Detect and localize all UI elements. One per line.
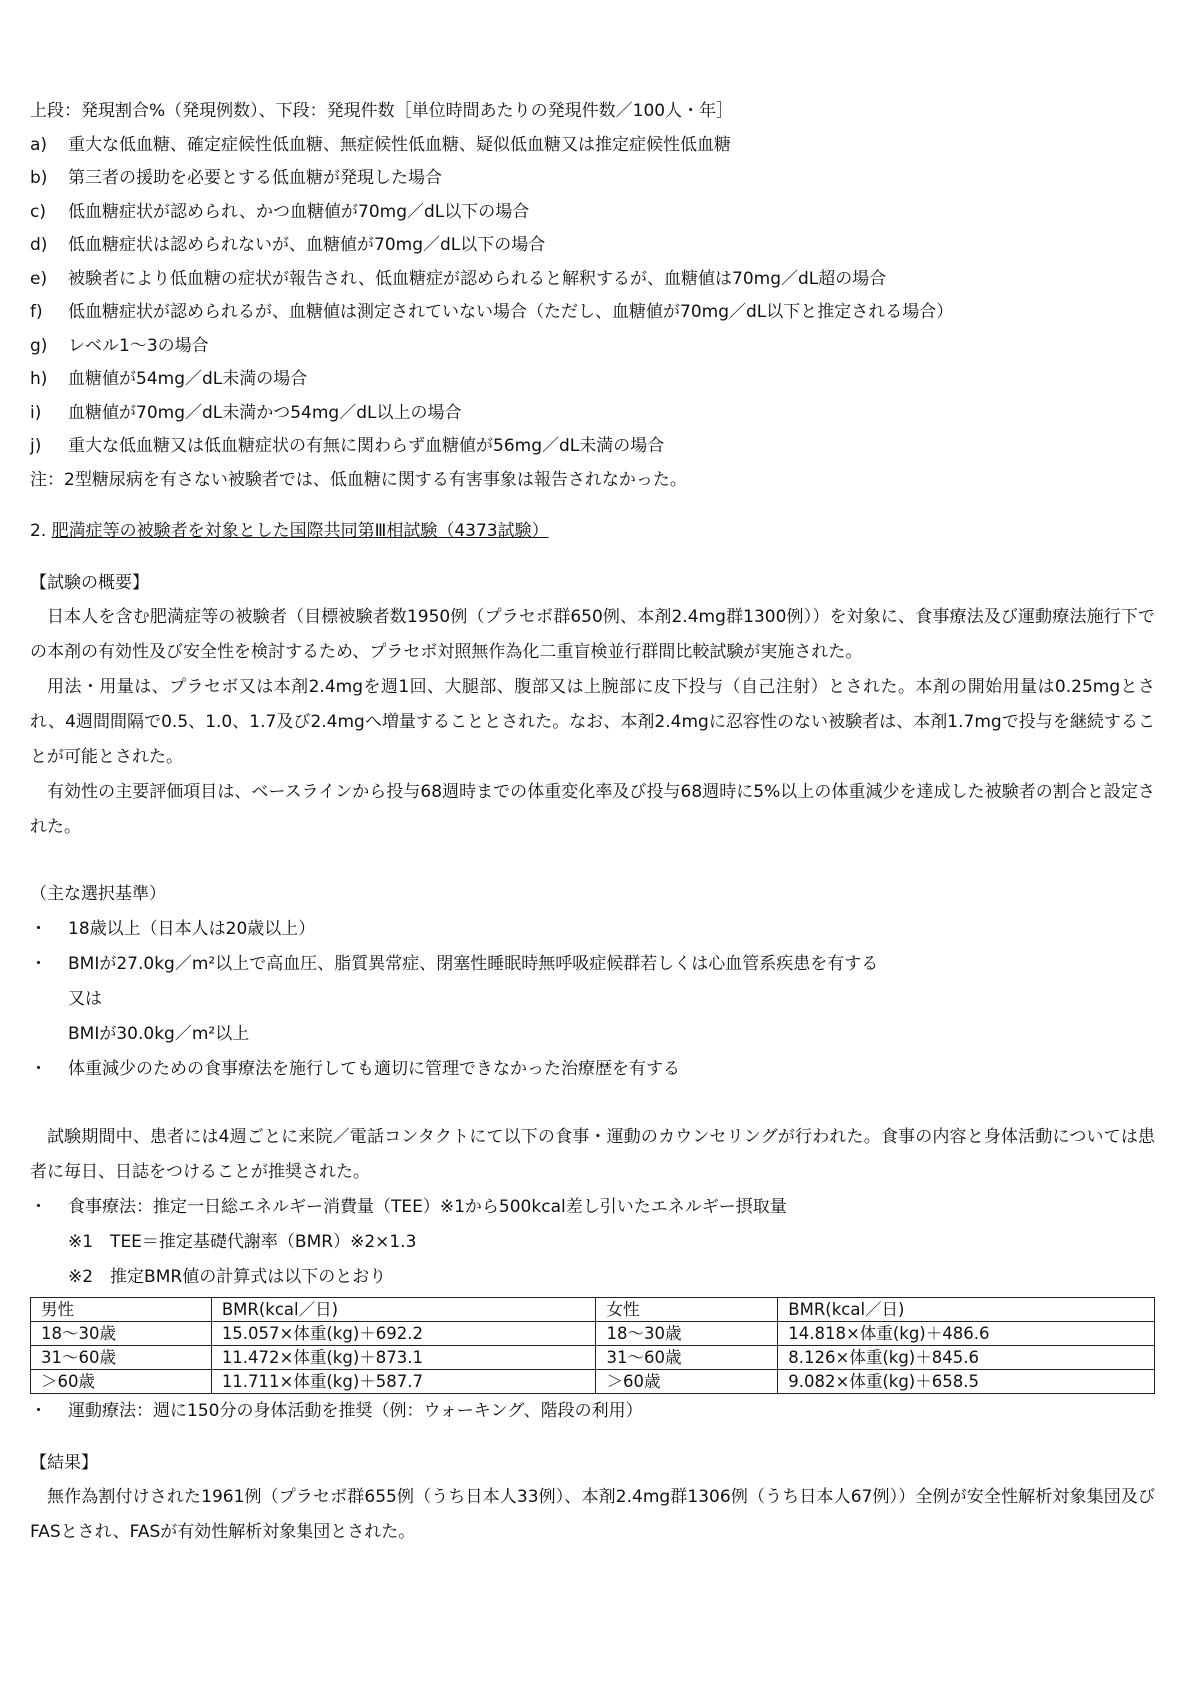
criteria-text: 体重減少のための食事療法を施行しても適切に管理できなかった治療歴を有する xyxy=(68,1058,680,1079)
table-header-cell: BMR(kcal／日) xyxy=(778,1297,1155,1321)
criteria-item xyxy=(30,912,1155,947)
bullet-mark: ・ xyxy=(30,918,47,939)
table-cell: 31～60歳 xyxy=(31,1345,212,1369)
note-mark: d) xyxy=(30,235,48,255)
bullet-mark: ・ xyxy=(30,1400,47,1421)
criteria-heading: （主な選択基準） xyxy=(30,884,166,904)
note-text: 低血糖症状が認められ、かつ血糖値が70mg／dL以下の場合 xyxy=(68,201,530,222)
bmr-table xyxy=(30,1297,1155,1394)
table-cell: 18～30歳 xyxy=(31,1321,212,1345)
criteria-alt: BMIが30.0kg／m²以上 xyxy=(68,1023,250,1044)
criteria-or: 又は xyxy=(68,988,102,1009)
diet-item xyxy=(30,1190,1155,1225)
note-text: 重大な低血糖、確定症候性低血糖、無症候性低血糖、疑似低血糖又は推定症候性低血糖 xyxy=(68,134,731,155)
criteria-text: 18歳以上（日本人は20歳以上） xyxy=(68,918,316,939)
overview-paragraph: 日本人を含む肥満症等の被験者（目標被験者数1950例（プラセボ群650例、本剤2.4mg群1300例））を対象に、食事療法及び運動療法施行下での本剤の有効性及び安全性を検討するため、プラセボ対照無作為化二重盲検並行群間比較試験が実施された。 xyxy=(30,607,1156,662)
note-mark: e) xyxy=(30,268,48,289)
note-mark: a) xyxy=(30,134,48,155)
tee-note: ※1 TEE＝推定基礎代謝率（BMR）※2×1.3 xyxy=(68,1231,417,1252)
note-mark: f) xyxy=(30,302,43,322)
section-title: 肥満症等の被験者を対象とした国際共同第Ⅲ相試験（4373試験） xyxy=(51,521,549,541)
overview-paragraph: 有効性の主要評価項目は、ベースラインから投与68週時までの体重変化率及び投与68週時に5%以上の体重減少を達成した被験者の割合と設定された。 xyxy=(30,782,1155,837)
bmr-note: ※2 推定BMR値の計算式は以下のとおり xyxy=(68,1266,387,1287)
bullet-mark: ・ xyxy=(30,953,47,974)
section-number: 2. xyxy=(30,521,47,541)
table-cell: 15.057×体重(kg)＋692.2 xyxy=(211,1321,596,1345)
note-text: 第三者の援助を必要とする低血糖が発現した場合 xyxy=(68,168,442,188)
section-heading xyxy=(30,515,1155,549)
exercise-item xyxy=(30,1394,1155,1429)
table-row xyxy=(31,1369,1155,1393)
table-cell: ＞60歳 xyxy=(31,1369,212,1393)
diet-text: 食事療法：推定一日総エネルギー消費量（TEE）※1から500kcal差し引いたエネルギー摂取量 xyxy=(68,1196,787,1217)
results-paragraph: 無作為割付けされた1961例（プラセボ群655例（うち日本人33例）、本剤2.4mg群1306例（うち日本人67例））全例が安全性解析対象集団及びFASとされ、FASが有効性解析対象集団とされた。 xyxy=(30,1487,1155,1542)
document-page xyxy=(30,95,1155,1550)
note-text: 血糖値が54mg／dL未満の場合 xyxy=(68,369,308,389)
note-text: 被験者により低血糖の症状が報告され、低血糖症が認められると解釈するが、血糖値は70mg／dL超の場合 xyxy=(68,268,887,289)
table-cell: 8.126×体重(kg)＋845.6 xyxy=(778,1345,1155,1369)
table-row xyxy=(31,1321,1155,1345)
note-text: 血糖値が70mg／dL未満かつ54mg／dL以上の場合 xyxy=(68,402,462,423)
counseling-paragraph: 試験期間中、患者には4週ごとに来院／電話コンタクトにて以下の食事・運動のカウンセリングが行われた。食事の内容と身体活動については患者に毎日、日誌をつけることが推奨された。 xyxy=(30,1126,1155,1182)
table-cell: ＞60歳 xyxy=(596,1369,778,1393)
note-mark: g) xyxy=(30,335,48,356)
exercise-text: 運動療法：週に150分の身体活動を推奨（例：ウォーキング、階段の利用） xyxy=(68,1400,643,1421)
table-cell: 11.472×体重(kg)＋873.1 xyxy=(211,1345,596,1369)
note-item-e xyxy=(30,263,1155,297)
results-heading: 【結果】 xyxy=(30,1452,98,1473)
note-item-i xyxy=(30,397,1155,431)
note-item-j xyxy=(30,430,1155,464)
criteria-text: BMIが27.0kg／m²以上で高血圧、脂質異常症、閉塞性睡眠時無呼吸症候群若しくは心血管系疾患を有する xyxy=(68,953,879,974)
note-item-b xyxy=(30,162,1155,196)
table-header-cell: 女性 xyxy=(596,1297,778,1321)
table-header-cell: 男性 xyxy=(31,1297,212,1321)
notes-footnote: 注：2型糖尿病を有さない被験者では、低血糖に関する有害事象は報告されなかった。 xyxy=(30,469,687,490)
note-item-g xyxy=(30,330,1155,364)
note-item-d xyxy=(30,229,1155,263)
note-item-h xyxy=(30,363,1155,397)
note-mark: i) xyxy=(30,402,42,423)
table-row xyxy=(31,1345,1155,1369)
table-cell: 14.818×体重(kg)＋486.6 xyxy=(778,1321,1155,1345)
note-text: 重大な低血糖又は低血糖症状の有無に関わらず血糖値が56mg／dL未満の場合 xyxy=(68,436,665,456)
note-mark: b) xyxy=(30,168,48,188)
table-cell: 18～30歳 xyxy=(596,1321,778,1345)
table-header-row xyxy=(31,1297,1155,1321)
criteria-item xyxy=(30,947,1155,982)
bullet-mark: ・ xyxy=(30,1058,47,1079)
note-text: レベル1～3の場合 xyxy=(68,335,209,356)
overview-paragraph: 用法・用量は、プラセボ又は本剤2.4mgを週1回、大腿部、腹部又は上腕部に皮下投与（自己注射）とされた。本剤の開始用量は0.25mgとされ、4週間間隔で0.5、1.0、1.7及び2.4mgへ増量することとされた。なお、本剤2.4mgに忍容性のない被験者は、本剤1.7mgで投与を継続することが可能とされた。 xyxy=(30,677,1155,767)
note-text: 低血糖症状は認められないが、血糖値が70mg／dL以下の場合 xyxy=(68,235,546,255)
table-cell: 11.711×体重(kg)＋587.7 xyxy=(211,1369,596,1393)
note-mark: c) xyxy=(30,201,46,222)
notes-list xyxy=(30,129,1155,464)
bullet-mark: ・ xyxy=(30,1196,47,1217)
note-mark: h) xyxy=(30,369,48,389)
note-item-c xyxy=(30,196,1155,230)
table-cell: 9.082×体重(kg)＋658.5 xyxy=(778,1369,1155,1393)
note-text: 低血糖症状が認められるが、血糖値は測定されていない場合（ただし、血糖値が70mg／dL以下と推定される場合） xyxy=(68,302,954,322)
table-header-cell: BMR(kcal／日) xyxy=(211,1297,596,1321)
note-item-f xyxy=(30,296,1155,330)
table-cell: 31～60歳 xyxy=(596,1345,778,1369)
note-mark: j) xyxy=(30,436,42,456)
note-item-a xyxy=(30,129,1155,163)
overview-heading: 【試験の概要】 xyxy=(30,572,149,593)
notes-header: 上段：発現割合%（発現例数）、下段：発現件数［単位時間あたりの発現件数／100人・年］ xyxy=(30,101,734,121)
criteria-item xyxy=(30,1052,1155,1087)
